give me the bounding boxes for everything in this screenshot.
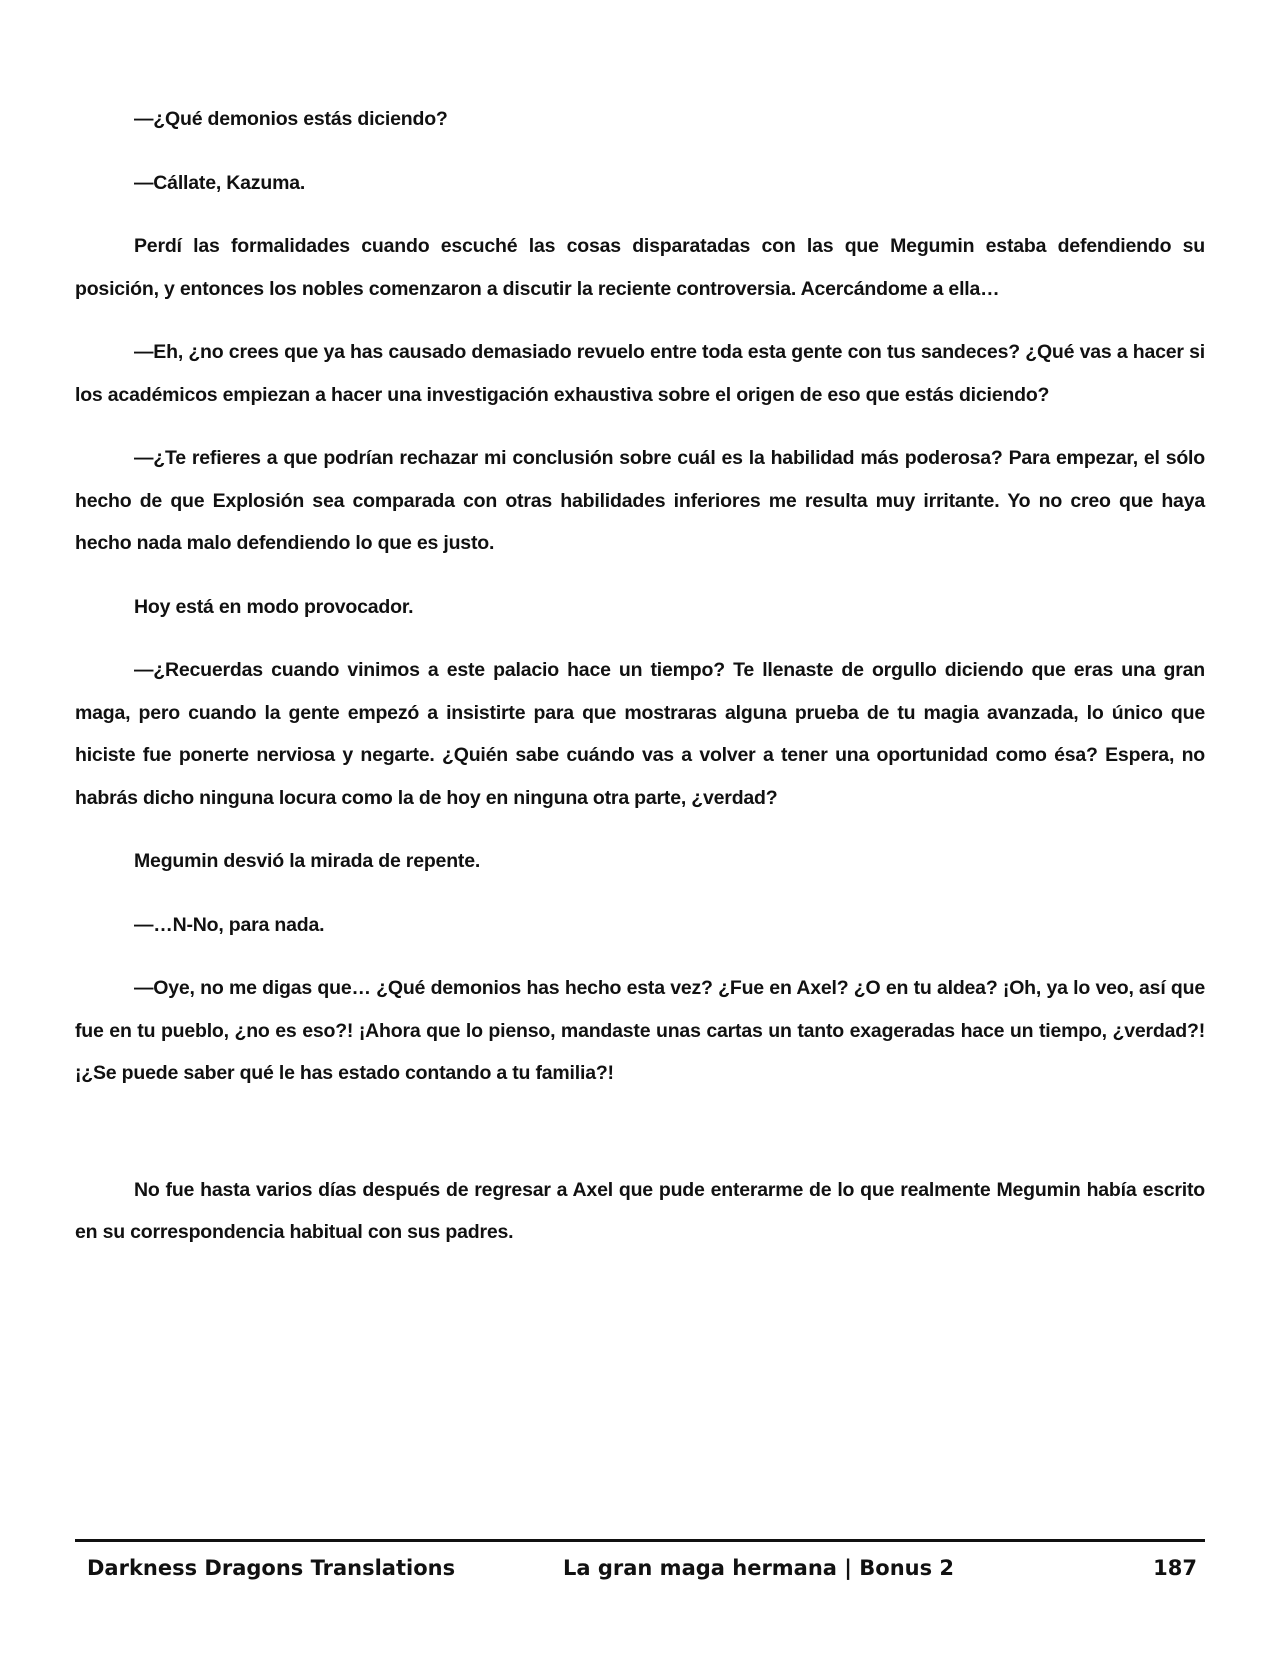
paragraph: —Eh, ¿no crees que ya has causado demasiado revuelo entre toda esta gente con tus sandeces? ¿Qué vas a hacer si los académicos empiezan a hacer una investigación exhaustiva sobre el origen de eso que estás diciendo? bbox=[75, 341, 1205, 406]
footer-translator-credit: Darkness Dragons Translations bbox=[87, 1556, 456, 1580]
paragraph: —Cállate, Kazuma. bbox=[134, 171, 306, 194]
paragraph: Perdí las formalidades cuando escuché las cosas disparatadas con las que Megumin estaba defendiendo su posición, y entonces los nobles comenzaron a discutir la reciente controversia. Acercándome a ella… bbox=[75, 235, 1205, 300]
page-number: 187 bbox=[1153, 1556, 1197, 1580]
paragraph: —¿Te refieres a que podrían rechazar mi conclusión sobre cuál es la habilidad más poderosa? Para empezar, el sólo hecho de que Explosión sea comparada con otras habilidades inferiores me resulta muy irritante. Yo no creo que haya hecho nada malo defendiendo lo que es justo. bbox=[75, 447, 1205, 554]
paragraph: —¿Recuerdas cuando vinimos a este palacio hace un tiempo? Te llenaste de orgullo diciendo que eras una gran maga, pero cuando la gente empezó a insistirte para que mostraras alguna prueba de tu magia avanzada, lo único que hiciste fue ponerte nerviosa y negarte. ¿Quién sabe cuándo vas a volver a tener una oportunidad como ésa? Espera, no habrás dicho ninguna locura como la de hoy en ninguna otra parte, ¿verdad? bbox=[75, 659, 1205, 809]
page-body bbox=[75, 98, 1205, 1275]
paragraph: Megumin desvió la mirada de repente. bbox=[134, 850, 481, 872]
paragraph: —…N-No, para nada. bbox=[134, 913, 325, 936]
page-footer bbox=[87, 1552, 1197, 1584]
paragraph: —¿Qué demonios estás diciendo? bbox=[134, 108, 448, 130]
paragraph: —Oye, no me digas que… ¿Qué demonios has hecho esta vez? ¿Fue en Axel? ¿O en tu aldea? ¡Oh, ya lo veo, así que fue en tu pueblo, ¿no es eso?! ¡Ahora que lo pienso, mandaste unas cartas un tanto exageradas hace un tiempo, ¿verdad?! ¡¿Se puede saber qué le has estado contando a tu familia?! bbox=[75, 977, 1205, 1084]
paragraph: Hoy está en modo provocador. bbox=[134, 595, 414, 618]
footer-divider bbox=[75, 1539, 1205, 1542]
footer-book-title: La gran maga hermana | Bonus 2 bbox=[563, 1556, 955, 1580]
paragraph: No fue hasta varios días después de regresar a Axel que pude enterarme de lo que realmente Megumin había escrito en su correspondencia habitual con sus padres. bbox=[75, 1178, 1205, 1243]
